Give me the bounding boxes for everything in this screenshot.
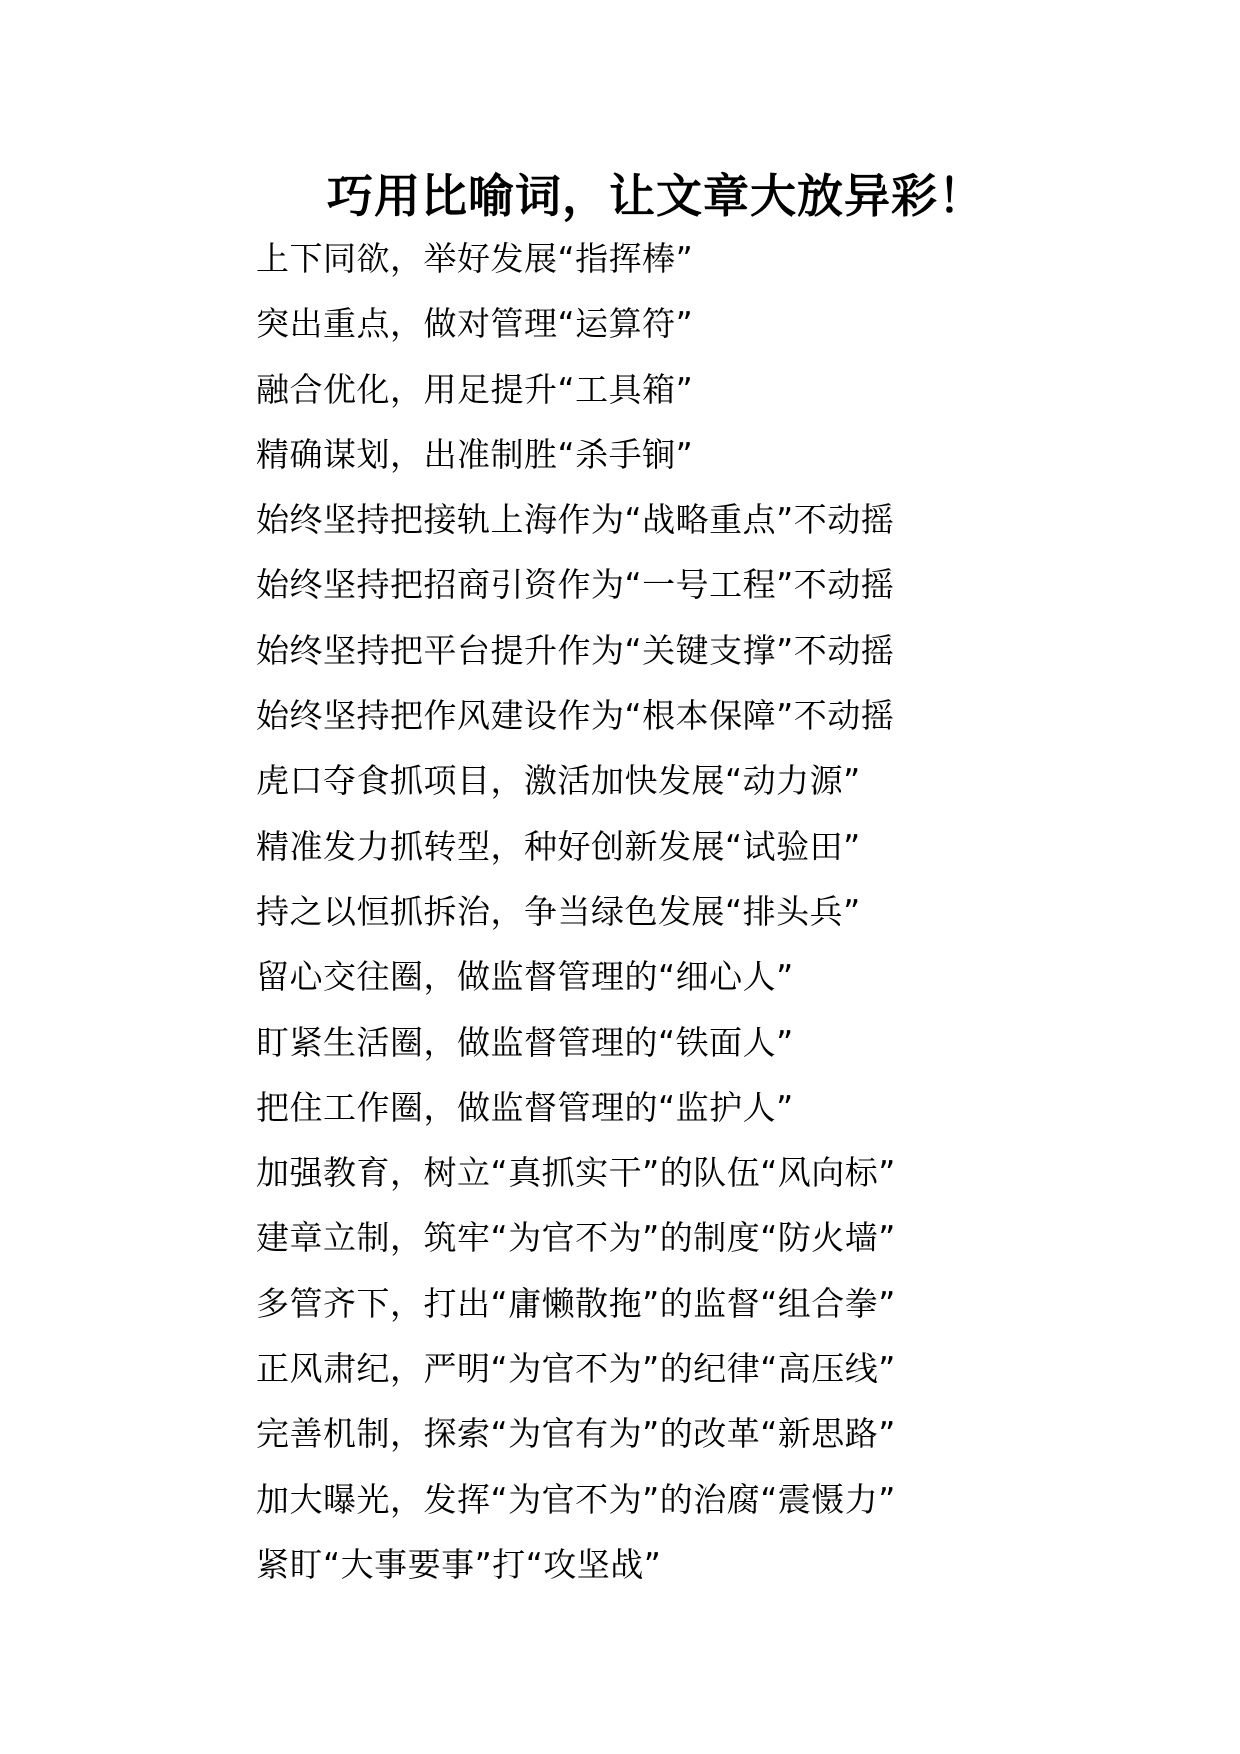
- text-line: 建章立制，筑牢“为官不为”的制度“防火墙”: [256, 1218, 896, 1258]
- text-line: 始终坚持把招商引资作为“一号工程”不动摇: [256, 565, 895, 605]
- text-line: 融合优化，用足提升“工具箱”: [256, 369, 694, 409]
- text-line: 始终坚持把接轨上海作为“战略重点”不动摇: [256, 500, 895, 540]
- text-line: 盯紧生活圈，做监督管理的“铁面人”: [256, 1022, 794, 1062]
- text-line: 紧盯“大事要事”打“攻坚战”: [256, 1544, 662, 1584]
- text-line: 留心交往圈，做监督管理的“细心人”: [256, 957, 794, 997]
- document-title: 巧用比喻词，让文章大放异彩！: [327, 169, 985, 223]
- text-line: 始终坚持把作风建设作为“根本保障”不动摇: [256, 696, 895, 736]
- text-line: 上下同欲，举好发展“指挥棒”: [256, 239, 694, 278]
- text-line: 正风肃纪，严明“为官不为”的纪律“高压线”: [256, 1349, 896, 1389]
- text-line: 把住工作圈，做监督管理的“监护人”: [256, 1087, 794, 1127]
- text-lines: [256, 234, 1016, 1605]
- text-line: 精准发力抓转型，种好创新发展“试验田”: [256, 826, 861, 866]
- text-line: 精确谋划，出准制胜“杀手锏”: [256, 434, 694, 474]
- text-line: 加大曝光，发挥“为官不为”的治腐“震慑力”: [256, 1479, 896, 1519]
- text-line: 持之以恒抓拆治，争当绿色发展“排头兵”: [256, 891, 861, 931]
- text-line: 突出重点，做对管理“运算符”: [256, 304, 694, 344]
- text-line: 始终坚持把平台提升作为“关键支撑”不动摇: [256, 630, 895, 670]
- text-line: 加强教育，树立“真抓实干”的队伍“风向标”: [256, 1153, 896, 1193]
- text-line: 完善机制，探索“为官有为”的改革“新思路”: [256, 1414, 896, 1454]
- text-line: 多管齐下，打出“庸懒散拖”的监督“组合拳”: [256, 1283, 896, 1323]
- text-line: 虎口夺食抓项目，激活加快发展“动力源”: [256, 761, 861, 801]
